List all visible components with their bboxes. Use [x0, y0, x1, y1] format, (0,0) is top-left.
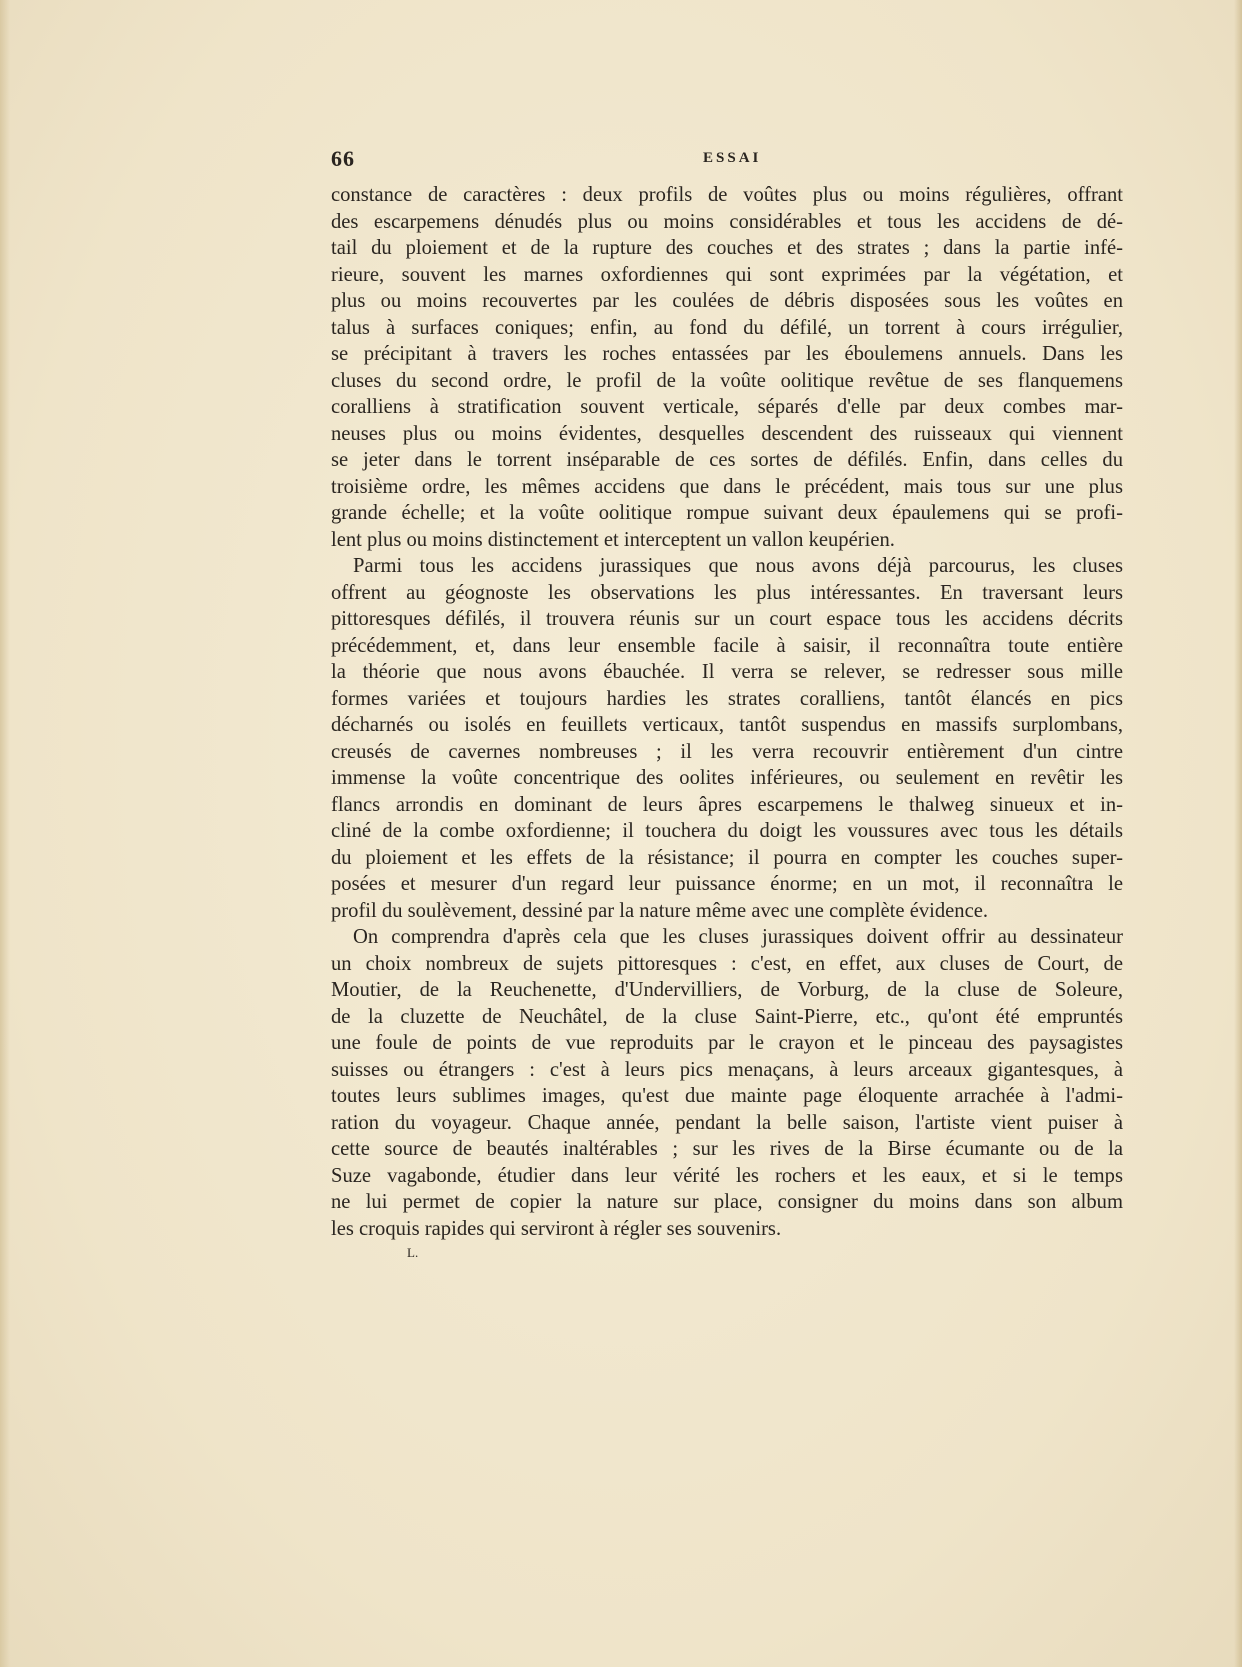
page-number: 66: [331, 146, 355, 171]
text-line: formes variées et toujours hardies les strates coralliens, tantôt élancés en pics: [331, 687, 1123, 710]
text-line: profil du soulèvement, dessiné par la nature même avec une complète évidence.: [331, 899, 989, 922]
text-line: creusés de cavernes nombreuses ; il les verra recouvrir entièrement d'un cintre: [331, 740, 1123, 763]
text-line: une foule de points de vue reproduits par le crayon et le pinceau des paysagistes: [331, 1032, 1123, 1054]
text-line: de la cluzette de Neuchâtel, de la cluse Saint-Pierre, etc., qu'ont été empruntés: [331, 1005, 1123, 1028]
text-line: suisses ou étrangers : c'est à leurs pics menaçans, à leurs arceaux gigantesques, à: [331, 1058, 1123, 1081]
paragraph: [331, 924, 1123, 1242]
text-line: constance de caractères : deux profils de voûtes plus ou moins régulières, offrant: [331, 184, 1123, 206]
text-line: plus ou moins recouvertes par les coulées de débris disposées sous les voûtes en: [331, 290, 1123, 312]
text-line: flancs arrondis en dominant de leurs âpres escarpemens le thalweg sinueux et in-: [331, 793, 1123, 816]
text-line: grande échelle; et la voûte oolitique rompue suivant deux épaulemens qui se profi-: [331, 502, 1123, 524]
text-line: des escarpemens dénudés plus ou moins considérables et tous les accidens de dé-: [331, 210, 1123, 233]
text-line: coralliens à stratification souvent verticale, séparés d'elle par deux combes mar-: [331, 396, 1123, 418]
text-line: tail du ploiement et de la rupture des couches et des strates ; dans la partie infé-: [331, 237, 1123, 259]
page-left-edge-shadow: [0, 0, 10, 1667]
text-line: troisième ordre, les mêmes accidens que dans le précédent, mais tous sur une plus: [331, 475, 1123, 498]
paragraph: [331, 182, 1123, 553]
running-head: ESSAI: [703, 150, 762, 166]
text-line: lent plus ou moins distinctement et interceptent un vallon keupérien.: [331, 528, 895, 551]
text-line: la théorie que nous avons ébauchée. Il verra se relever, se redresser sous mille: [331, 661, 1123, 683]
text-line: un choix nombreux de sujets pittoresques : c'est, en effet, aux cluses de Court, de: [331, 952, 1123, 975]
text-line: neuses plus ou moins évidentes, desquelles descendent des ruisseaux qui viennent: [331, 422, 1123, 445]
body-text: [331, 182, 1123, 1262]
text-line: cette source de beautés inaltérables ; sur les rives de la Birse écumante ou de la: [331, 1138, 1123, 1160]
text-line: Moutier, de la Reuchenette, d'Undervilliers, de Vorburg, de la cluse de Soleure,: [331, 979, 1123, 1001]
text-line: décharnés ou isolés en feuillets verticaux, tantôt suspendus en massifs surplombans,: [331, 714, 1123, 736]
text-line: du ploiement et les effets de la résistance; il pourra en compter les couches super-: [331, 846, 1123, 869]
text-line: posées et mesurer d'un regard leur puissance énorme; en un mot, il reconnaîtra le: [331, 873, 1123, 895]
text-line: cliné de la combe oxfordienne; il touchera du doigt les voussures avec tous les détails: [331, 820, 1123, 842]
text-line: pittoresques défilés, il trouvera réunis sur un court espace tous les accidens décrits: [331, 608, 1123, 630]
text-line: les croquis rapides qui serviront à régler ses souvenirs.: [331, 1217, 782, 1240]
text-line: précédemment, et, dans leur ensemble facile à saisir, il reconnaîtra toute entière: [331, 634, 1123, 657]
text-line: offrent au géognoste les observations les plus intéressantes. En traversant leurs: [331, 581, 1123, 604]
text-line: On comprendra d'après cela que les cluses jurassiques doivent offrir au dessinateur: [353, 926, 1123, 948]
text-line: rieure, souvent les marnes oxfordiennes qui sont exprimées par la végétation, et: [331, 263, 1123, 286]
page-header: [331, 146, 1123, 176]
paragraph: [331, 553, 1123, 924]
text-line: cluses du second ordre, le profil de la voûte oolitique revêtue de ses flanquemens: [331, 369, 1123, 392]
text-line: Parmi tous les accidens jurassiques que nous avons déjà parcourus, les cluses: [353, 555, 1123, 577]
text-line: ne lui permet de copier la nature sur place, consigner du moins dans son album: [331, 1191, 1123, 1213]
author-signature: L.: [407, 1245, 419, 1260]
text-line: se précipitant à travers les roches entassées par les éboulemens annuels. Dans les: [331, 343, 1123, 365]
page-right-edge-shadow: [1234, 0, 1242, 1667]
text-line: Suze vagabonde, étudier dans leur vérité les rochers et les eaux, et si le temps: [331, 1164, 1123, 1187]
text-line: immense la voûte concentrique des oolites inférieures, ou seulement en revêtir les: [331, 767, 1123, 789]
text-line: ration du voyageur. Chaque année, pendant la belle saison, l'artiste vient puiser à: [331, 1111, 1123, 1134]
text-line: se jeter dans le torrent inséparable de ces sortes de défilés. Enfin, dans celles du: [331, 449, 1123, 471]
text-line: toutes leurs sublimes images, qu'est due mainte page éloquente arrachée à l'admi-: [331, 1085, 1123, 1107]
text-line: talus à surfaces coniques; enfin, au fond du défilé, un torrent à cours irrégulier,: [331, 316, 1123, 339]
